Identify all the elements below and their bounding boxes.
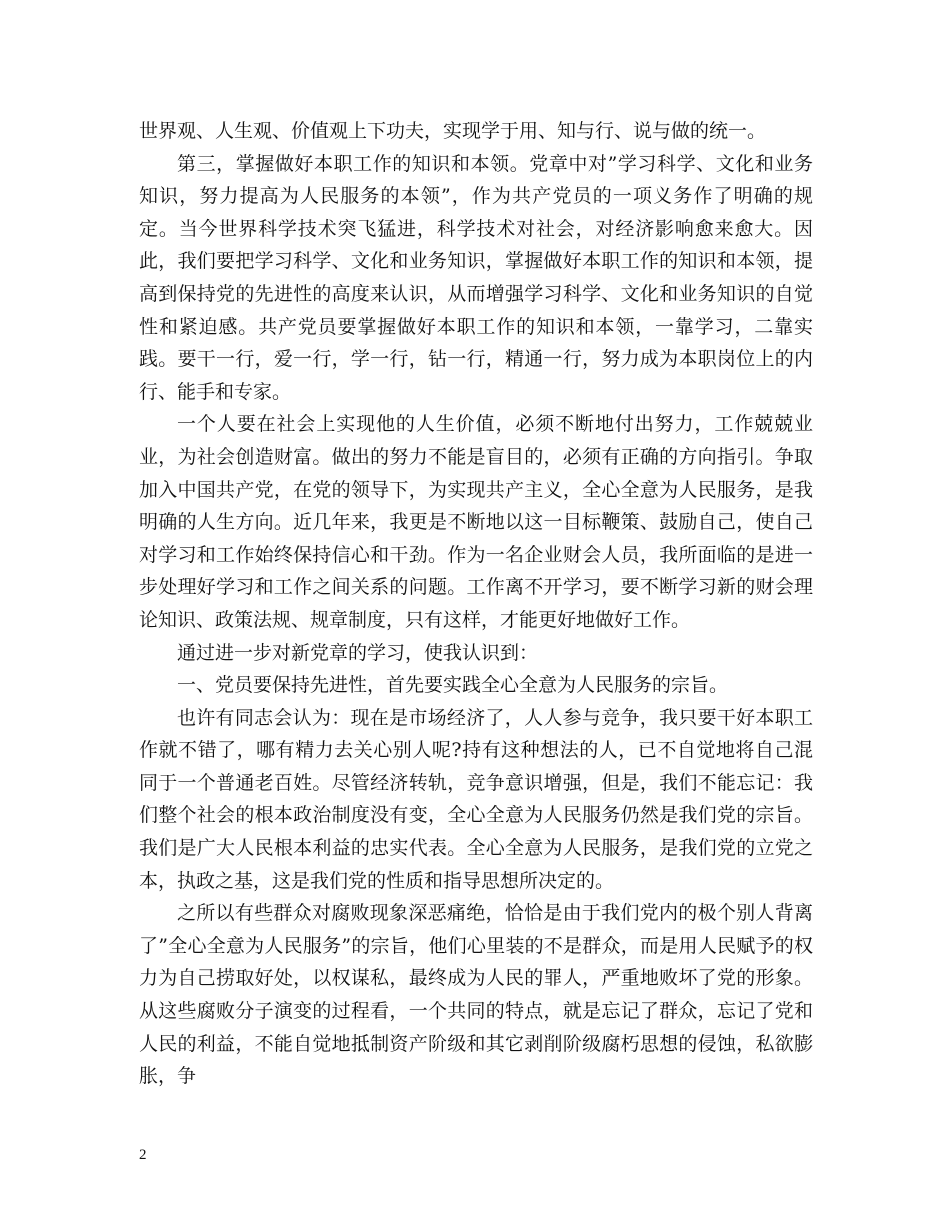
paragraph-life-value: 一个人要在社会上实现他的人生价值，必须不断地付出努力，工作兢兢业业，为社会创造财富。做出的努力不能是盲目的，必须有正确的方向指引。争取加入中国共产党，在党的领导下，为实现共产主义，全心全意为人民服务，是我明确的人生方向。近几年来，我更是不断地以这一目标鞭策、鼓励自己，使自己对学习和工作始终保持信心和干劲。作为一名企业财会人员，我所面临的是进一步处理好学习和工作之间关系的问题。工作离不开学习，要不断学习新的财会理论知识、政策法规、规章制度，只有这样，才能更好地做好工作。 [139,413,813,631]
paragraph-corruption: 之所以有些群众对腐败现象深恶痛绝，恰恰是由于我们党内的极个别人背离了”全心全意为人民服务”的宗旨，他们心里装的不是群众，而是用人民赋予的权力为自己捞取好处，以权谋私，最终成为人民的罪人，严重地败坏了党的形象。从这些腐败分子演变的过程看，一个共同的特点，就是忘记了群众，忘记了党和人民的利益，不能自觉地抵制资产阶级和其它剥削阶级腐朽思想的侵蚀，私欲膨胀，争 [139,902,813,1088]
paragraph-heading-one: 一、党员要保持先进性，首先要实践全心全意为人民服务的宗旨。 [177,674,729,697]
paragraph-third-point: 第三，掌握做好本职工作的知识和本领。党章中对”学习科学、文化和业务知识，努力提高为人民服务的本领”，作为共产党员的一项义务作了明确的规定。当今世界科学技术突飞猛进，科学技术对社会，对经济影响愈来愈大。因此，我们要把学习科学、文化和业务知识，掌握做好本职工作的知识和本领，提高到保持党的先进性的高度来认识，从而增强学习科学、文化和业务知识的自觉性和紧迫感。共产党员要掌握做好本职工作的知识和本领，一靠学习，二靠实践。要干一行，爱一行，学一行，钻一行，精通一行，努力成为本职岗位上的内行、能手和专家。 [139,152,813,403]
document-body [139,115,813,1093]
paragraph-study-intro: 通过进一步对新党章的学习，使我认识到： [177,641,539,664]
paragraph-continuation: 世界观、人生观、价值观上下功夫，实现学于用、知与行、说与做的统一。 [139,120,767,142]
paragraph-market-economy: 也许有同志会认为：现在是市场经济了，人人参与竞争，我只要干好本职工作就不错了，哪有精力去关心别人呢?持有这种想法的人，已不自觉地将自己混同于一个普通老百姓。尽管经济转轨，竞争意识增强，但是，我们不能忘记：我们整个社会的根本政治制度没有变，全心全意为人民服务仍然是我们党的宗旨。我们是广大人民根本利益的忠实代表。全心全意为人民服务，是我们党的立党之本，执政之基，这是我们党的性质和指导思想所决定的。 [139,706,813,892]
page-number: 2 [139,1147,147,1163]
